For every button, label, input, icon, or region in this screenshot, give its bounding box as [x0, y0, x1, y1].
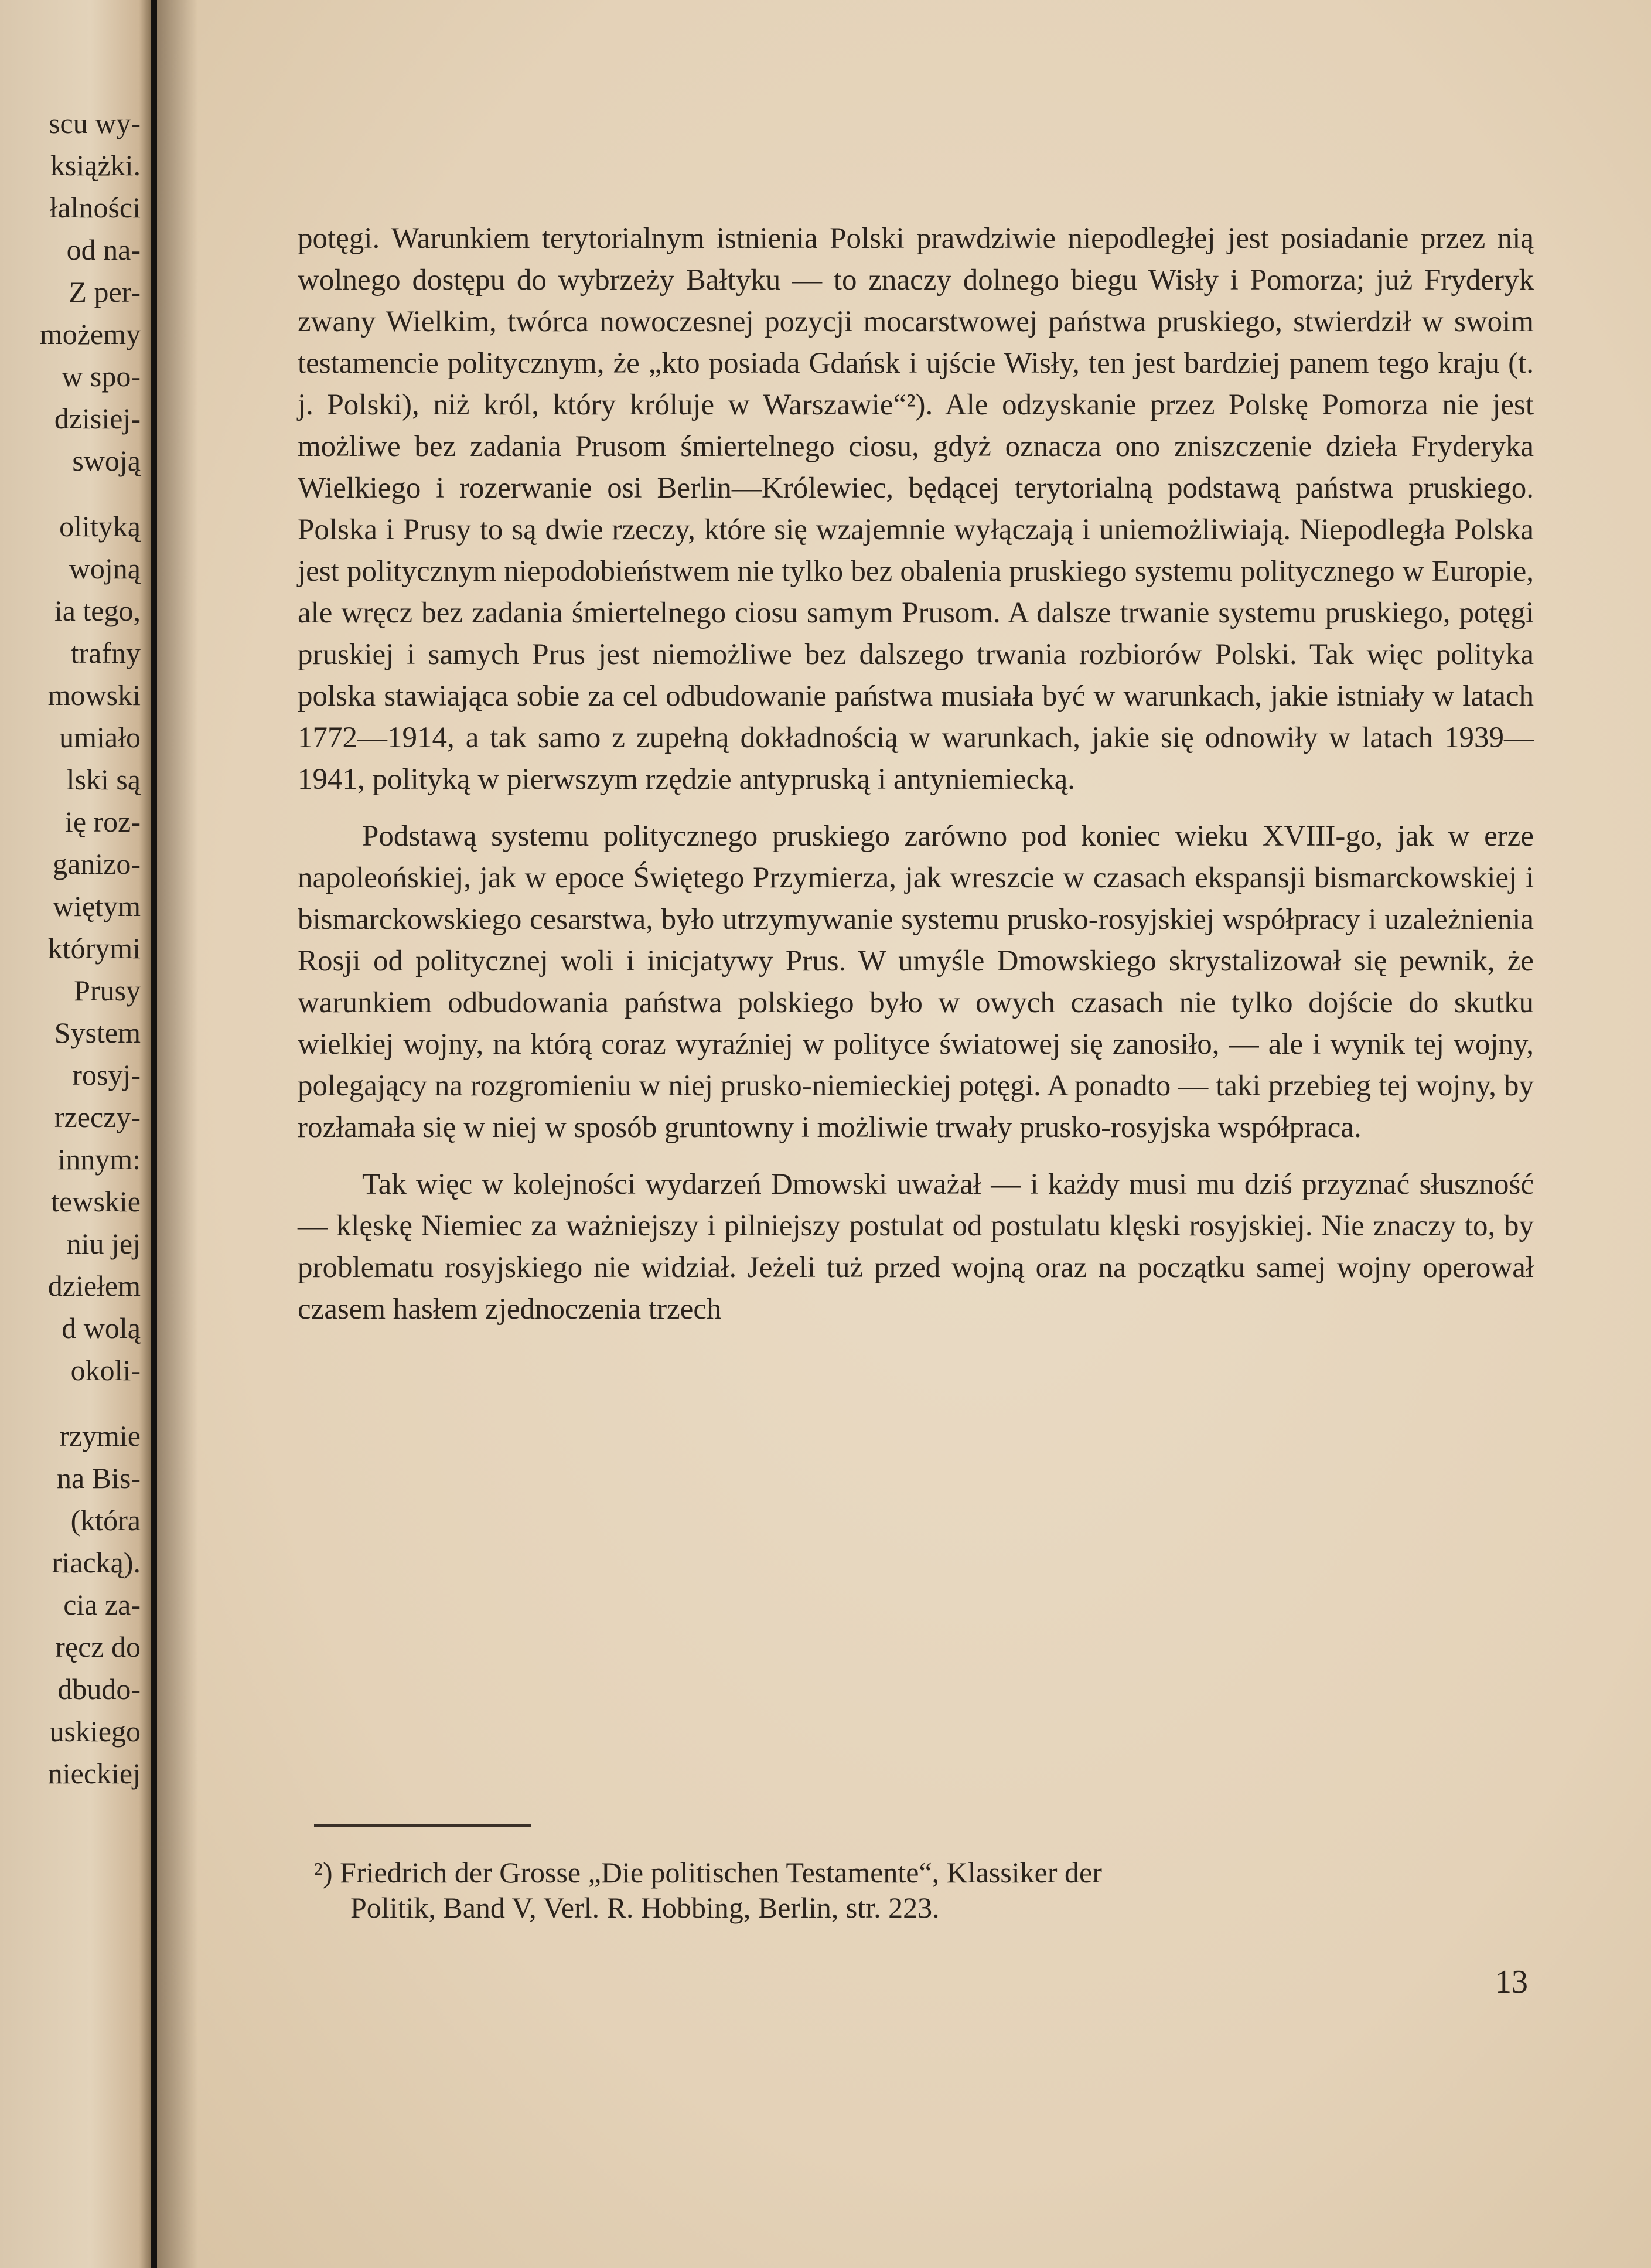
- left-page-fragment: nieckiej: [47, 1757, 141, 1790]
- paragraph-3: Tak więc w kolejności wydarzeń Dmowski uważał — i każdy musi mu dziś przyznać słuszność — klęskę Niemiec za ważniejszy i pilniejszy postulat od postulatu klęski rosyjskiej. Nie znaczy to, by problematu rosyjskiego nie widział. Jeżeli tuż przed wojną oraz na początku samej wojny operował czasem hasłem zjednoczenia trzech: [298, 1168, 1534, 1326]
- gutter-shadow: [157, 0, 198, 2268]
- footnote-rule: [314, 1824, 531, 1827]
- left-page-fragment: okoli-: [70, 1354, 141, 1387]
- left-page-fragment: na Bis-: [56, 1462, 141, 1494]
- left-page-fragment: System: [54, 1016, 141, 1049]
- left-page-fragment: niu jej: [66, 1227, 141, 1260]
- left-page-fragment: od na-: [66, 233, 141, 266]
- footnote-line-1: ²) Friedrich der Grosse „Die politischen Testamente“, Klassiker der: [314, 1856, 1102, 1889]
- left-page-fragment: mowski: [47, 679, 141, 711]
- left-page-fragment: dzisiej-: [54, 402, 141, 435]
- left-page-fragment: książki.: [50, 149, 141, 182]
- body-text: [298, 218, 1534, 1330]
- left-page-fragment: trafny: [70, 636, 141, 669]
- left-page-fragment: d wolą: [62, 1312, 141, 1344]
- page-number: 13: [1495, 1964, 1528, 2000]
- left-page-fragment: w spo-: [62, 360, 141, 393]
- left-page-fragment: dbudo-: [57, 1673, 141, 1705]
- left-page-fragment: (która: [70, 1504, 141, 1537]
- book-page: [157, 0, 1651, 2268]
- left-page-fragment: Z per-: [69, 275, 141, 308]
- left-page-fragment: tewskie: [51, 1185, 141, 1218]
- footnote: [314, 1855, 1534, 1925]
- left-page-fragment: którymi: [47, 932, 141, 965]
- left-page-fragment: wojną: [69, 552, 141, 585]
- left-page-fragment: uskiego: [49, 1715, 141, 1748]
- left-page-edge: [0, 0, 151, 2268]
- left-page-fragment: cia za-: [63, 1588, 141, 1621]
- left-page-fragment: rzymie: [59, 1419, 141, 1452]
- left-page-fragment: ię roz-: [64, 805, 141, 838]
- left-page-fragment: rosyj-: [72, 1058, 141, 1091]
- left-page-fragment: więtym: [53, 890, 141, 922]
- left-page-fragment: możemy: [39, 318, 141, 350]
- left-page-fragment: lski są: [66, 763, 141, 796]
- paragraph-2: Podstawą systemu politycznego pruskiego zarówno pod koniec wieku XVIII-go, jak w erze napoleońskiej, jak w epoce Świętego Przymierza, jak wreszcie w czasach ekspansji bismarckowskiej i bismarckowskiego cesarstwa, było utrzymywanie systemu prusko-rosyjskiej współpracy i uzależnienia Rosji od politycznej woli i inicjatywy Prus. W umyśle Dmowskiego skrystalizował się pewnik, że warunkiem odbudowania państwa polskiego było w owych czasach nie tylko dojście do skutku wielkiej wojny, na którą coraz wyraźniej w polityce światowej się zanosiło, — ale i wynik tej wojny, polegający na rozgromieniu w niej prusko-niemieckiej potęgi. A ponadto — taki przebieg tej wojny, by rozłamała się w niej w sposób gruntowny i możliwie trwały prusko-rosyjska współpraca.: [298, 820, 1534, 1144]
- left-page-fragment: rzeczy-: [54, 1101, 141, 1133]
- left-page-fragment: umiało: [59, 721, 141, 754]
- left-page-fragment: scu wy-: [49, 107, 141, 139]
- left-page-fragment: olityką: [59, 510, 141, 543]
- paragraph-1: potęgi. Warunkiem terytorialnym istnienia Polski prawdziwie niepodległej jest posiadanie przez nią wolnego dostępu do wybrzeży Bałtyku — to znaczy dolnego biegu Wisły i Pomorza; już Fryderyk zwany Wielkim, twórca nowoczesnej pozycji mocarstwowej państwa pruskiego, stwierdził w swoim testamencie politycznym, że „kto posiada Gdańsk i ujście Wisły, ten jest bardziej panem tego kraju (t. j. Polski), niż król, który króluje w Warszawie“²). Ale odzyskanie przez Polskę Pomorza nie jest możliwe bez zadania Prusom śmiertelnego ciosu, gdyż oznacza ono zniszczenie dzieła Fryderyka Wielkiego i rozerwanie osi Berlin—Królewiec, będącej terytorialną podstawą państwa pruskiego. Polska i Prusy to są dwie rzeczy, które się wzajemnie wyłączają i uniemożliwiają. Niepodległa Polska jest politycznym niepodobieństwem nie tylko bez obalenia pruskiego systemu politycznego w Europie, ale wręcz bez zadania śmiertelnego ciosu samym Prusom. A dalsze trwanie systemu pruskiego, potęgi pruskiej i samych Prus jest niemożliwe bez dalszego trwania rozbiorów Polski. Tak więc polityka polska stawiająca sobie za cel odbudowanie państwa musiała być w warunkach, jakie istniały w latach 1772—1914, a tak samo z zupełną dokładnością w warunkach, jakie się odnowiły w latach 1939—1941, polityką w pierwszym rzędzie antypruską i antyniemiecką.: [298, 222, 1534, 796]
- left-page-fragment: ganizo-: [53, 847, 141, 880]
- left-page-fragment: innym:: [57, 1143, 141, 1176]
- left-page-fragment: dziełem: [47, 1269, 141, 1302]
- footnote-line-2: Politik, Band V, Verl. R. Hobbing, Berlin, str. 223.: [350, 1891, 940, 1924]
- left-page-fragment: swoją: [72, 444, 141, 477]
- left-page-fragment: ia tego,: [54, 594, 141, 627]
- left-page-fragment: ręcz do: [55, 1630, 141, 1663]
- left-page-fragment: Prusy: [74, 974, 141, 1007]
- left-page-fragment: riacką).: [52, 1546, 141, 1579]
- left-page-fragment: łalności: [49, 191, 141, 224]
